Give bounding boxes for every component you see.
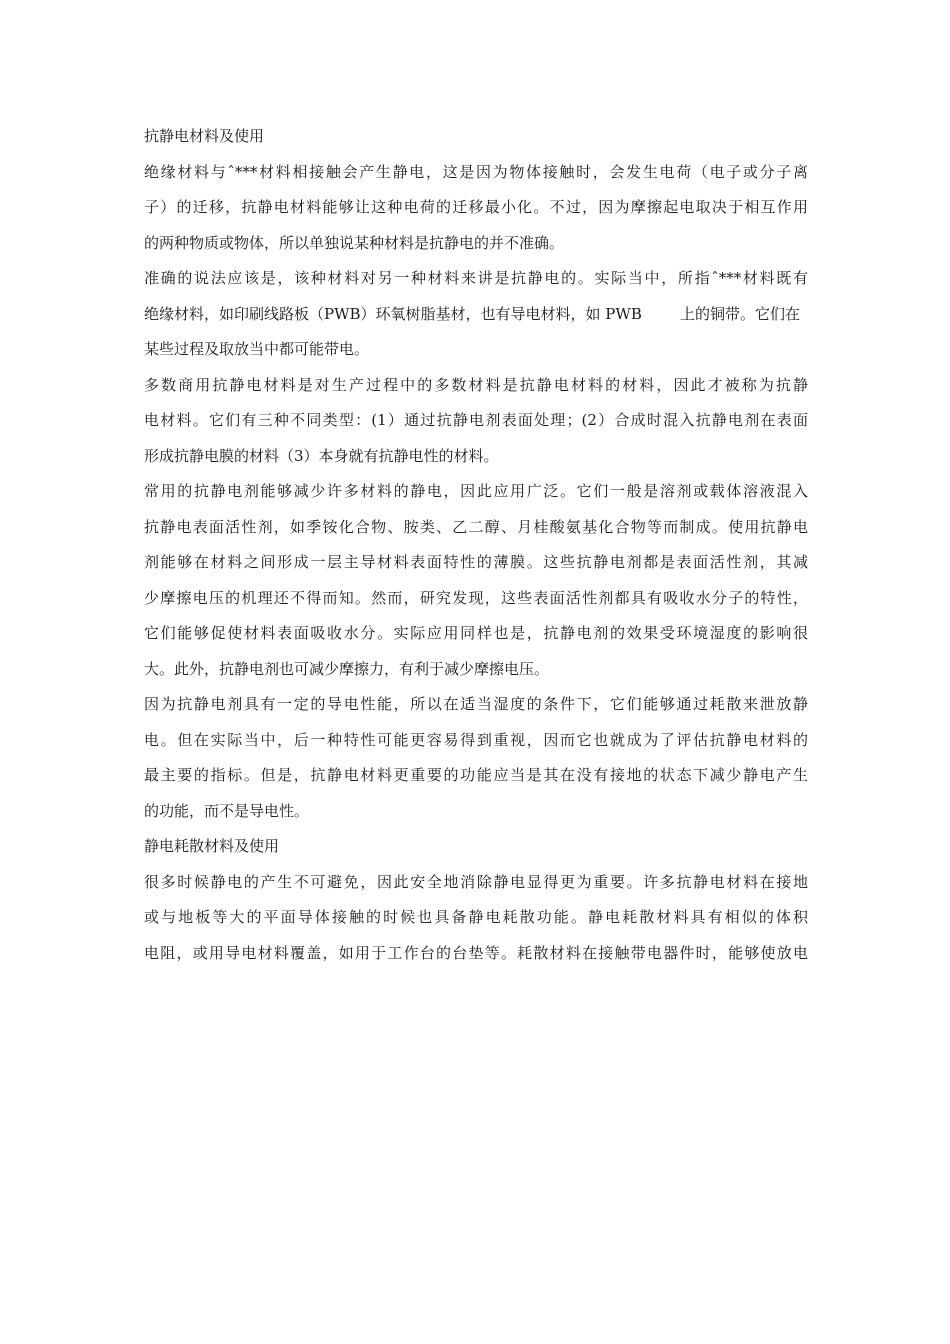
paragraph-5	[144, 687, 808, 829]
text-line: 最主要的指标。但是，抗静电材料更重要的功能应当是其在没有接地的状态下减少静电产生	[144, 766, 808, 784]
text-line: 因为抗静电剂具有一定的导电性能，所以在适当湿度的条件下，它们能够通过耗散来泄放静	[144, 695, 808, 713]
text-line: 多数商用抗静电材料是对生产过程中的多数材料是抗静电材料的材料，因此才被称为抗静	[144, 375, 808, 394]
text-line: 某些过程及取放当中都可能带电。	[144, 340, 370, 358]
paragraph-1	[144, 155, 808, 262]
paragraph-6	[144, 865, 808, 972]
text-line: 大。此外，抗静电剂也可减少摩擦力，有利于减少摩擦电压。	[144, 659, 550, 678]
text-line: 很多时候静电的产生不可避免，因此安全地消除静电显得更为重要。许多抗静电材料在接地	[144, 872, 808, 891]
text-line: 抗静电表面活性剂，如季铵化合物、胺类、乙二醇、月桂酸氨基化合物等而制成。使用抗静电	[144, 517, 808, 536]
text-line: 电。但在实际当中，后一种特性可能更容易得到重视，因而它也就成为了评估抗静电材料的	[144, 730, 808, 749]
text-line: 它们能够促使材料表面吸收水分。实际应用同样也是，抗静电剂的效果受环境湿度的影响很	[144, 624, 808, 642]
text-line: 或与地板等大的平面导体接触的时候也具备静电耗散功能。静电耗散材料具有相似的体积	[144, 908, 808, 926]
text-line: 常用的抗静电剂能够减少许多材料的静电，因此应用广泛。它们一般是溶剂或载体溶液混入	[144, 482, 808, 500]
section-title-antistatic: 抗静电材料及使用	[144, 127, 265, 145]
document-page	[144, 119, 808, 971]
text-line: 剂能够在材料之间形成一层主导材料表面特性的薄膜。这些抗静电剂都是表面活性剂，其减	[144, 553, 808, 571]
paragraph-3	[144, 368, 808, 475]
text-line: 准确的说法应该是，该种材料对另一种材料来讲是抗静电的。实际当中，所指ˆ***材料既有	[144, 269, 808, 287]
paragraph-4	[144, 474, 808, 687]
section-title-dissipative: 静电耗散材料及使用	[144, 837, 280, 855]
text-line: 的功能，而不是导电性。	[144, 801, 310, 820]
text-line: 绝缘材料与ˆ***材料相接触会产生静电，这是因为物体接触时，会发生电荷（电子或分子离	[144, 162, 808, 181]
text-line: 电阻，或用导电材料覆盖，如用于工作台的台垫等。耗散材料在接触带电器件时，能够使放电	[144, 943, 808, 962]
text-line: 的两种物质或物体，所以单独说某种材料是抗静电的并不准确。	[144, 233, 565, 252]
text-line: 电材料。它们有三种不同类型：(1）通过抗静电剂表面处理；(2）合成时混入抗静电剂在表面	[144, 411, 808, 429]
text-line: 绝缘材料，如印刷线路板（PWB）环氧树脂基材，也有导电材料，如 PWB 上的铜带。它们在	[144, 304, 800, 323]
text-line: 子）的迁移，抗静电材料能够让这种电荷的迁移最小化。不过，因为摩擦起电取决于相互作用	[144, 198, 808, 216]
text-line: 少摩擦电压的机理还不得而知。然而，研究发现，这些表面活性剂都具有吸收水分子的特性，	[144, 588, 808, 607]
paragraph-2	[144, 261, 808, 368]
text-line: 形成抗静电膜的材料（3）本身就有抗静电性的材料。	[144, 446, 499, 465]
